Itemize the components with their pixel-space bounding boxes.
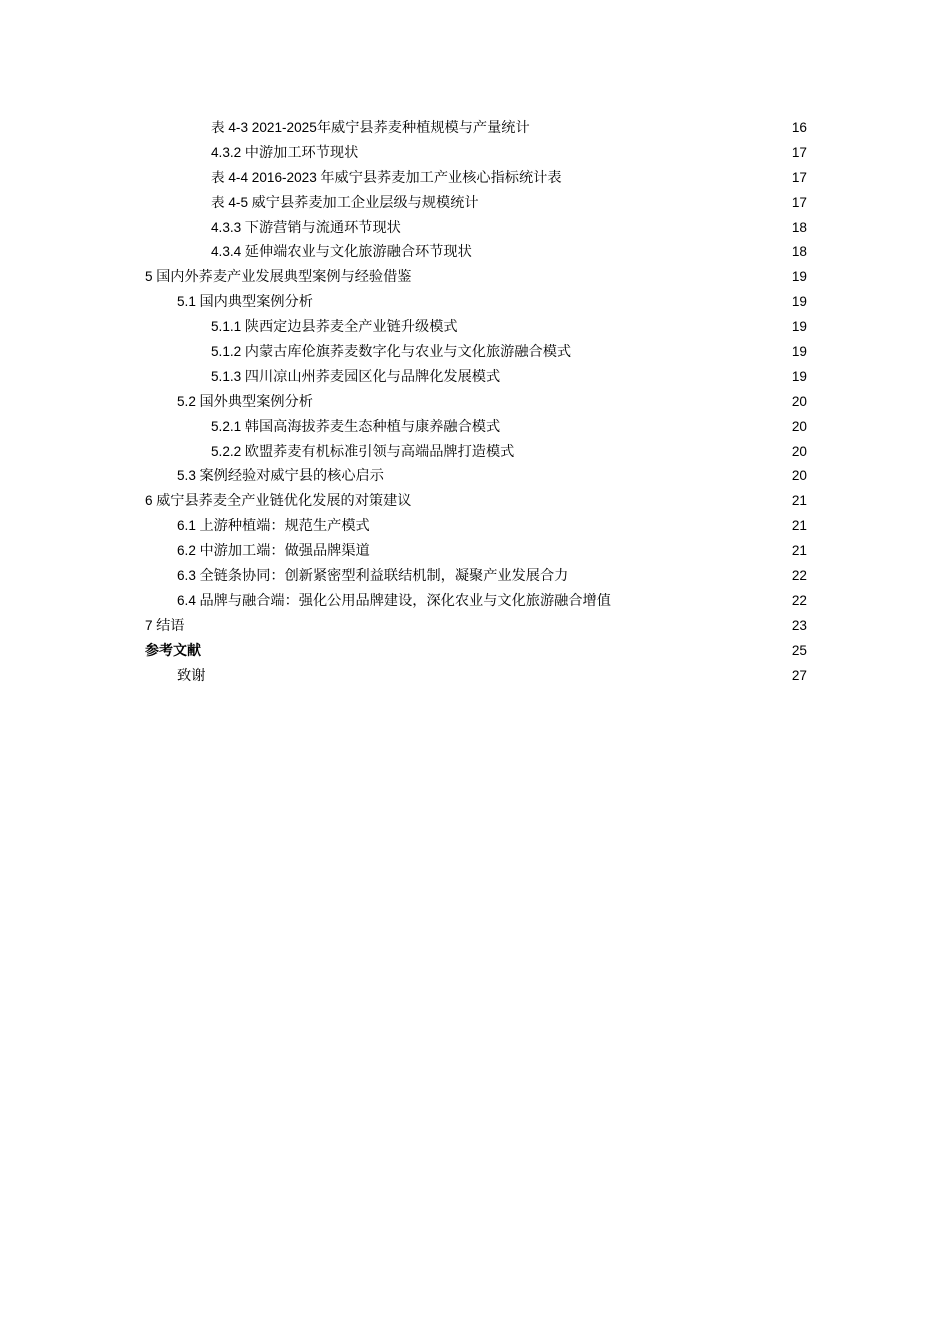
toc-entry-label <box>145 614 185 639</box>
toc-entry[interactable] <box>145 240 807 265</box>
toc-entry-number: 5.2.1 <box>211 418 242 434</box>
toc-page-number: 20 <box>791 468 807 484</box>
toc-entry-text: 威宁县荞麦全产业链优化发展的对策建议 <box>152 493 412 510</box>
toc-entry-text: 案例经验对威宁县的核心启示 <box>195 468 384 485</box>
toc-page-number: 17 <box>791 194 807 210</box>
toc-entry-number: 表 4-4 2016-2023 <box>211 169 317 185</box>
toc-entry-acknowledgements[interactable] <box>145 664 807 689</box>
toc-entry-text: 参考文献 <box>145 642 201 659</box>
toc-entry-text: 国内典型案例分析 <box>195 294 313 311</box>
toc-entry-label <box>177 664 205 689</box>
toc-entry[interactable] <box>145 191 807 216</box>
toc-page-number: 20 <box>791 393 807 409</box>
toc-entry-label <box>211 315 458 340</box>
toc-entry-text: 内蒙古库伦旗荞麦数字化与农业与文化旅游融合模式 <box>241 344 572 361</box>
toc-entry[interactable] <box>145 564 807 589</box>
toc-entry-label <box>145 489 412 514</box>
toc-entry[interactable] <box>145 440 807 465</box>
toc-entry-text: 年威宁县荞麦种植规模与产量统计 <box>316 120 530 136</box>
toc-entry-number: 5.3 <box>177 468 196 484</box>
toc-entry-label <box>211 166 562 191</box>
toc-entry-number: 表 4-3 2021-2025 <box>211 120 317 135</box>
toc-entry-label <box>145 639 201 664</box>
toc-entry[interactable] <box>145 589 807 614</box>
toc-entry-text: 四川凉山州荞麦园区化与品牌化发展模式 <box>241 368 501 385</box>
toc-entry[interactable] <box>145 415 807 440</box>
toc-entry-text: 中游加工端：做强品牌渠道 <box>195 543 370 560</box>
table-of-contents <box>145 116 807 688</box>
toc-page-number: 20 <box>791 418 807 434</box>
toc-entry[interactable] <box>145 216 807 241</box>
toc-entry-text: 上游种植端：规范生产模式 <box>195 518 370 535</box>
toc-entry-text: 国外典型案例分析 <box>195 393 313 410</box>
toc-entry-text: 欧盟荞麦有机标准引领与高端品牌打造模式 <box>241 443 515 460</box>
toc-entry-number: 5.2.2 <box>211 443 242 459</box>
toc-entry-number: 6 <box>145 493 153 509</box>
toc-page-number: 25 <box>791 642 807 658</box>
toc-entry[interactable] <box>145 265 807 290</box>
toc-entry[interactable] <box>145 116 807 141</box>
toc-entry-label <box>177 539 370 564</box>
toc-entry-number: 5.2 <box>177 393 196 409</box>
toc-entry-number: 5.1.1 <box>211 319 242 335</box>
toc-entry-label <box>177 514 370 539</box>
toc-entry-text: 延伸端农业与文化旅游融合环节现状 <box>241 244 472 261</box>
toc-entry[interactable] <box>145 141 807 166</box>
toc-page-number: 19 <box>791 344 807 360</box>
toc-page-number: 22 <box>791 568 807 584</box>
toc-page-number: 17 <box>791 169 807 185</box>
toc-entry-text: 下游营销与流通环节现状 <box>241 219 401 236</box>
toc-entry-text: 威宁县荞麦加工企业层级与规模统计 <box>248 194 479 211</box>
toc-entry-number: 6.3 <box>177 568 196 584</box>
toc-entry[interactable] <box>145 614 807 639</box>
toc-entry[interactable] <box>145 290 807 315</box>
toc-page-number: 21 <box>791 493 807 509</box>
toc-entry-text: 全链条协同：创新紧密型利益联结机制，凝聚产业发展合力 <box>195 568 569 585</box>
toc-entry-label <box>177 464 384 489</box>
toc-page-number: 22 <box>791 592 807 608</box>
toc-entry-label <box>177 589 611 614</box>
toc-page-number: 23 <box>791 617 807 633</box>
toc-entry-number: 4.3.4 <box>211 244 242 260</box>
toc-entry-number: 7 <box>145 617 153 633</box>
toc-entry-label <box>177 290 313 315</box>
toc-entry-text: 结语 <box>152 617 185 634</box>
toc-entry-number: 5.1.3 <box>211 368 242 384</box>
toc-entry-label <box>211 240 472 265</box>
toc-entry-text: 韩国高海拔荞麦生态种植与康养融合模式 <box>241 418 501 435</box>
toc-entry-number: 4.3.2 <box>211 144 242 160</box>
toc-entry-number: 5.1 <box>177 294 196 310</box>
toc-entry-number: 5 <box>145 269 153 285</box>
toc-entry-number: 5.1.2 <box>211 344 242 360</box>
toc-entry-label <box>211 216 401 241</box>
toc-entry-text: 中游加工环节现状 <box>241 144 359 161</box>
toc-entry-number: 4.3.3 <box>211 219 242 235</box>
toc-entry-text: 年威宁县荞麦加工产业核心指标统计表 <box>316 169 562 186</box>
toc-entry-label <box>211 191 479 216</box>
toc-page-number: 17 <box>791 144 807 160</box>
toc-entry[interactable] <box>145 489 807 514</box>
toc-entry-label <box>211 440 514 465</box>
toc-entry-label <box>211 141 358 166</box>
toc-entry-label <box>211 415 500 440</box>
toc-entry[interactable] <box>145 514 807 539</box>
toc-entry-label <box>211 365 500 390</box>
toc-page-number: 19 <box>791 269 807 285</box>
toc-entry-label <box>145 265 412 290</box>
toc-entry[interactable] <box>145 464 807 489</box>
toc-entry-label <box>211 116 530 141</box>
toc-entry[interactable] <box>145 365 807 390</box>
toc-entry[interactable] <box>145 539 807 564</box>
toc-entry[interactable] <box>145 390 807 415</box>
toc-entry-references[interactable] <box>145 639 807 664</box>
toc-entry-number: 6.2 <box>177 543 196 559</box>
toc-page-number: 21 <box>791 543 807 559</box>
toc-entry-text: 国内外荞麦产业发展典型案例与经验借鉴 <box>152 269 412 286</box>
toc-entry[interactable] <box>145 340 807 365</box>
toc-entry[interactable] <box>145 315 807 340</box>
toc-entry-text: 陕西定边县荞麦全产业链升级模式 <box>241 319 458 336</box>
toc-entry-label <box>211 340 571 365</box>
toc-entry-number: 6.4 <box>177 592 196 608</box>
toc-page-number: 19 <box>791 294 807 310</box>
toc-page-number: 27 <box>791 667 807 683</box>
toc-entry-label <box>177 390 313 415</box>
toc-page-number: 20 <box>791 443 807 459</box>
toc-entry-text: 致谢 <box>177 667 206 684</box>
toc-entry-number: 表 4-5 <box>211 194 249 210</box>
toc-page-number: 18 <box>791 219 807 235</box>
toc-entry-number: 6.1 <box>177 518 196 534</box>
toc-page-number: 16 <box>791 120 807 135</box>
toc-page-number: 19 <box>791 368 807 384</box>
toc-entry-text: 品牌与融合端：强化公用品牌建设，深化农业与文化旅游融合增值 <box>195 592 611 609</box>
toc-entry[interactable] <box>145 166 807 191</box>
toc-entry-label <box>177 564 568 589</box>
toc-page-number: 21 <box>791 518 807 534</box>
toc-page-number: 19 <box>791 319 807 335</box>
toc-page-number: 18 <box>791 244 807 260</box>
